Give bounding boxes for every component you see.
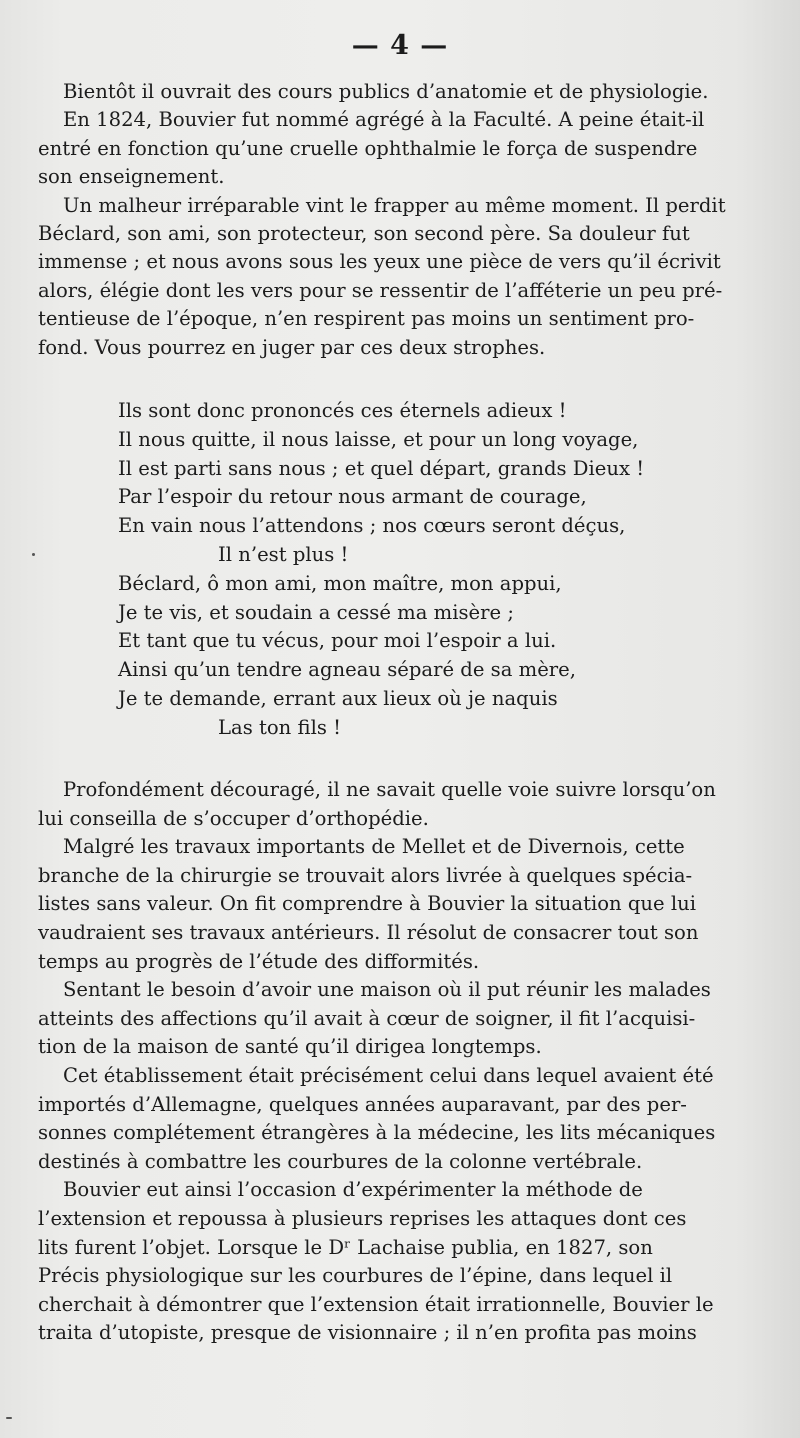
- paragraph: Malgré les travaux importants de Mellet et de Divernois, cette branche de la chirurgie se trouvait alors livrée à quelques spécia- listes sans valeur. On fit comprendre à Bouvier la situation que lui vaudraient ses travaux antérieurs. Il résolut de consacrer tout son temps au progrès de l’étude des difformités.: [38, 835, 699, 973]
- body-text-bottom: [38, 776, 764, 1348]
- poem-line: Je te demande, errant aux lieux où je naquis: [118, 686, 558, 710]
- ink-speck: [32, 553, 35, 556]
- paragraph: Bientôt il ouvrait des cours publics d’anatomie et de physiologie.: [63, 80, 709, 103]
- ink-speck: [6, 1417, 12, 1419]
- poem-line: En vain nous l’attendons ; nos cœurs seront déçus,: [118, 514, 626, 538]
- body-text-top: [38, 78, 764, 362]
- poem-refrain: Il n’est plus !: [218, 542, 349, 566]
- poem-line: Je te vis, et soudain a cessé ma misère ;: [118, 600, 514, 624]
- paragraph: Profondément découragé, il ne savait quelle voie suivre lorsqu’on lui conseilla de s’occuper d’orthopédie.: [38, 778, 716, 830]
- paragraph: En 1824, Bouvier fut nommé agrégé à la Faculté. A peine était-il entré en fonction qu’une cruelle ophthalmie le força de suspendre son enseignement.: [38, 108, 705, 189]
- poem-line: Ainsi qu’un tendre agneau séparé de sa mère,: [118, 658, 576, 682]
- poem-line: Et tant que tu vécus, pour moi l’espoir a lui.: [118, 629, 557, 653]
- paragraph: Cet établissement était précisément celui dans lequel avaient été importés d’Allemagne, quelques années auparavant, par des per- sonnes complétement étrangères à la médecine, les lits mécaniques destinés à combattre les courbures de la colonne vertébrale.: [38, 1063, 716, 1173]
- paragraph: Sentant le besoin d’avoir une maison où il put réunir les malades atteints des affections qu’il avait à cœur de soigner, il fit l’acquisi- tion de la maison de santé qu’il dirigea longtemps.: [38, 978, 711, 1059]
- elegy-poem: [118, 397, 738, 743]
- poem-line: Par l’espoir du retour nous armant de courage,: [118, 485, 587, 509]
- poem-refrain: Las ton fils !: [218, 715, 341, 739]
- page-number: — 4 —: [351, 30, 449, 61]
- poem-line: Ils sont donc prononcés ces éternels adieux !: [118, 399, 567, 422]
- poem-line: Béclard, ô mon ami, mon maître, mon appui,: [118, 571, 562, 595]
- paragraph: Bouvier eut ainsi l’occasion d’expérimenter la méthode de l’extension et repoussa à plusieurs reprises les attaques dont ces lits furent l’objet. Lorsque le Dʳ Lachaise publia, en 1827, son Précis physiologique sur les courbures de l’épine, dans lequel il cherchait à démontrer que l’extension était irrationnelle, Bouvier le traita d’utopiste, presque de visionnaire ; il n’en profita pas moins: [38, 1178, 714, 1345]
- poem-line: Il est parti sans nous ; et quel départ, grands Dieux !: [118, 456, 645, 480]
- poem-line: Il nous quitte, il nous laisse, et pour un long voyage,: [118, 427, 639, 451]
- paragraph: Un malheur irréparable vint le frapper au même moment. Il perdit Béclard, son ami, son protecteur, son second père. Sa douleur fut immense ; et nous avons sous les yeux une pièce de vers qu’il écrivit alors, élégie dont les vers pour se ressentir de l’afféterie un peu pré- tentieuse de l’époque, n’en respirent pas moins un sentiment pro- fond. Vous pourrez en juger par ces deux strophes.: [38, 193, 726, 359]
